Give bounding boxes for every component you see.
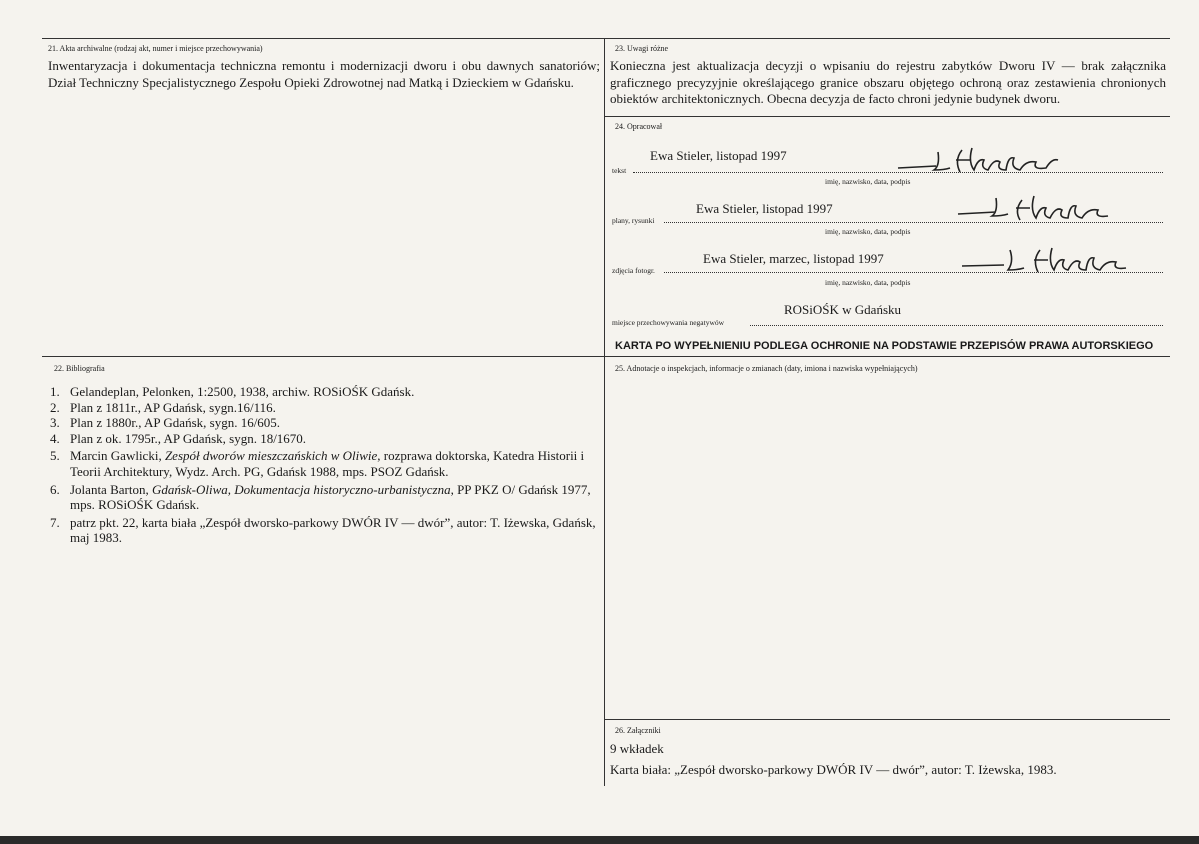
section-22-label: 22. Bibliografia bbox=[54, 364, 105, 373]
rule-above-24 bbox=[604, 116, 1170, 117]
attachments-line-1: 9 wkładek bbox=[610, 741, 664, 756]
section-21-label: 21. Akta archiwalne (rodzaj akt, numer i miejsce przechowywania) bbox=[48, 44, 263, 53]
author-photos-field: zdjęcia fotogr. bbox=[612, 266, 655, 275]
author-text-caption: imię, nazwisko, data, podpis bbox=[825, 177, 911, 186]
author-plans-field: plany, rysunki bbox=[612, 216, 655, 225]
negatives-storage-value: ROSiOŚK w Gdańsku bbox=[784, 302, 902, 317]
section-25-label: 25. Adnotacje o inspekcjach, informacje o zmianach (daty, imiona i nazwiska wypełniających) bbox=[615, 364, 918, 373]
author-plans-value: Ewa Stieler, listopad 1997 bbox=[696, 201, 833, 216]
top-rule bbox=[42, 38, 1170, 39]
bibliography-item: 4. Plan z ok. 1795r., AP Gdańsk, sygn. 18/1670. bbox=[50, 430, 307, 446]
signature-1 bbox=[896, 140, 1076, 180]
attachments-line-2: Karta biała: „Zespół dworsko-parkowy DWÓR IV — dwór”, autor: T. Iżewska, 1983. bbox=[610, 762, 1057, 777]
section-23-label: 23. Uwagi różne bbox=[615, 44, 669, 53]
rule-above-26 bbox=[604, 719, 1170, 720]
bibliography-item: 5. Marcin Gawlicki, Zespół dworów mieszczańskich w Oliwie, rozprawa doktorska, Katedra Historii i Teorii Architektury, Wydz. Arch. PG, Gdańsk 1988, mps. PSOZ Gdańsk. bbox=[50, 448, 585, 479]
bibliography-item: 6. Jolanta Barton, Gdańsk-Oliwa, Dokumentacja historyczno-urbanistyczna, PP PKZ O/ Gdańsk 1977, mps. ROSiOŚK Gdańsk. bbox=[50, 481, 591, 513]
author-text-value: Ewa Stieler, listopad 1997 bbox=[650, 148, 787, 163]
negatives-storage-dotted-line bbox=[750, 325, 1163, 326]
section-23-text: Konieczna jest aktualizacja decyzji o wpisaniu do rejestru zabytków Dworu IV — brak załącznika graficznego precyzyjnie określającego granice obszaru objętego ochroną oraz zestawienia chronionych obiektów architektonicznych. Obecna decyzja de facto chroni jedynie budynek dworu. bbox=[610, 58, 1166, 106]
signature-2 bbox=[956, 190, 1126, 230]
bibliography-item: 7. patrz pkt. 22, karta biała „Zespół dworsko-parkowy DWÓR IV — dwór”, autor: T. Iżewska, Gdańsk, maj 1983. bbox=[50, 514, 596, 546]
author-plans-caption: imię, nazwisko, data, podpis bbox=[825, 227, 911, 236]
author-text-field: tekst bbox=[612, 166, 627, 175]
author-photos-caption: imię, nazwisko, data, podpis bbox=[825, 278, 911, 287]
section-24-label: 24. Opracował bbox=[615, 122, 663, 131]
negatives-storage-field: miejsce przechowywania negatywów bbox=[612, 318, 725, 327]
bibliography-item: 1. Gelandeplan, Pelonken, 1:2500, 1938, archiw. ROSiOŚK Gdańsk. bbox=[50, 384, 415, 399]
copyright-notice: KARTA PO WYPEŁNIENIU PODLEGA OCHRONIE NA PODSTAWIE PRZEPISÓW PRAWA AUTORSKIEGO bbox=[615, 340, 1154, 352]
rule-above-22 bbox=[42, 356, 1170, 357]
author-photos-value: Ewa Stieler, marzec, listopad 1997 bbox=[703, 251, 884, 266]
section-26-label: 26. Załączniki bbox=[615, 726, 661, 735]
bibliography-list bbox=[50, 384, 602, 546]
section-21-text: Inwentaryzacja i dokumentacja techniczna remontu i modernizacji dworu i obu dawnych sanatoriów; Dział Techniczny Specjalistycznego Zespołu Opieki Zdrowotnej nad Matką i Dzieckiem w Gdańsku. bbox=[48, 58, 600, 90]
column-divider bbox=[604, 38, 605, 786]
bibliography-item: 2. Plan z 1811r., AP Gdańsk, sygn.16/116. bbox=[50, 399, 276, 415]
scan-bottom-edge bbox=[0, 836, 1199, 844]
signature-3 bbox=[960, 240, 1140, 280]
bibliography-item: 3. Plan z 1880r., AP Gdańsk, sygn. 16/605. bbox=[50, 415, 281, 431]
